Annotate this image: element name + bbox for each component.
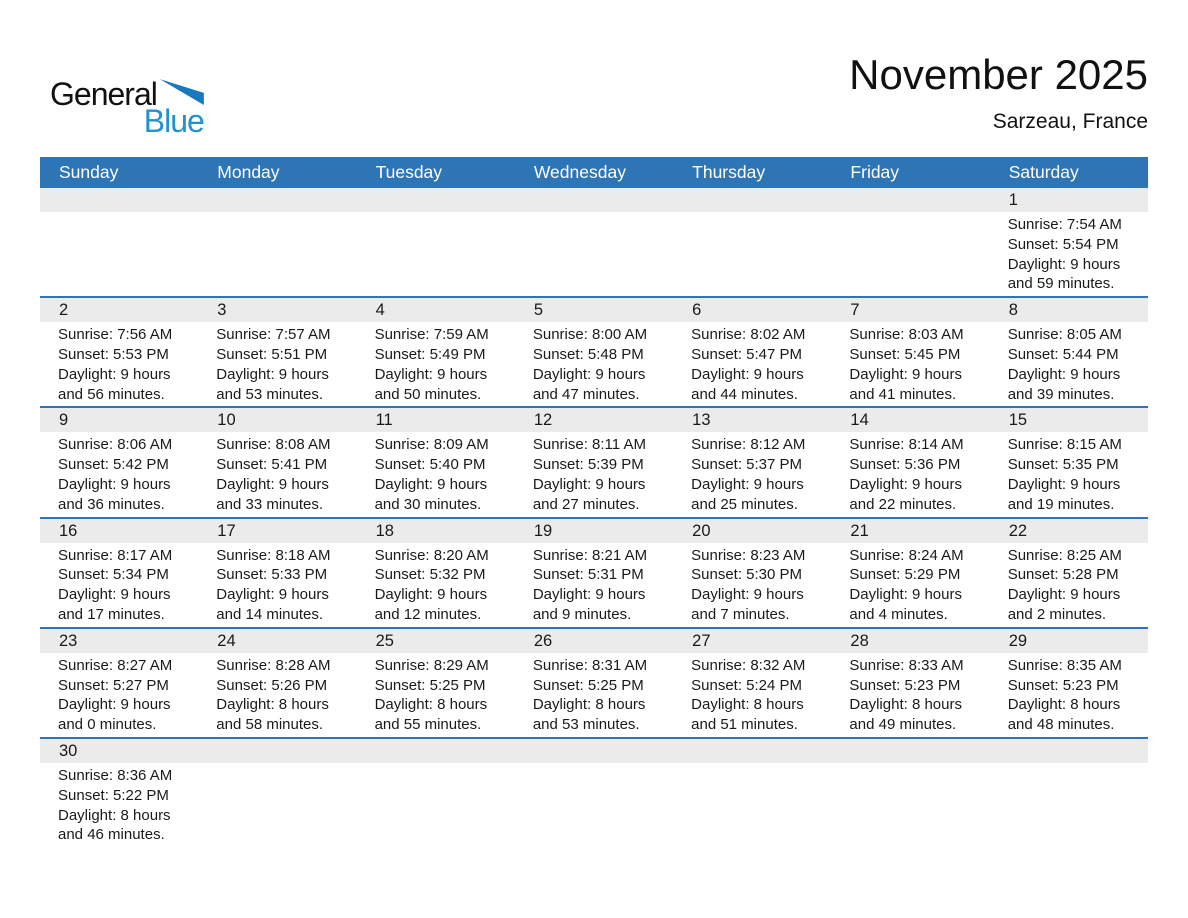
detail-line: Sunrise: 8:00 AM (532, 326, 648, 344)
day-number: 4 (375, 301, 385, 320)
day-number: 25 (375, 631, 394, 650)
detail-line: Sunset: 5:25 PM (374, 676, 486, 694)
detail-line: and 55 minutes. (374, 716, 482, 734)
detail-line: Daylight: 8 hours (849, 696, 962, 714)
detail-line: and 51 minutes. (691, 716, 798, 734)
week-row (40, 188, 1148, 296)
day-number (357, 750, 515, 751)
weekday-label: Thursday (692, 162, 766, 182)
detail-line: Daylight: 8 hours (374, 696, 488, 714)
detail-line: Sunrise: 8:05 AM (1007, 326, 1122, 344)
detail-line: Daylight: 9 hours (58, 586, 171, 604)
detail-line: Daylight: 9 hours (374, 586, 488, 604)
detail-line: Sunrise: 8:03 AM (849, 326, 964, 344)
day-details (198, 212, 356, 296)
day-number-band (40, 298, 1148, 322)
day-details (40, 543, 198, 627)
day-details (198, 432, 356, 516)
detail-line: Sunrise: 7:56 AM (58, 326, 173, 344)
day-number (357, 200, 515, 201)
detail-line: and 7 minutes. (691, 605, 790, 623)
day-details (198, 322, 356, 406)
day-details (831, 543, 989, 627)
day-details (198, 653, 356, 737)
day-details (40, 212, 198, 296)
day-details (673, 322, 831, 406)
day-details (357, 653, 515, 737)
detail-line: Sunset: 5:41 PM (216, 456, 328, 474)
detail-line: Sunset: 5:39 PM (532, 456, 644, 474)
detail-line: and 12 minutes. (374, 605, 482, 623)
day-number (515, 200, 673, 201)
day-details (673, 432, 831, 516)
detail-line: and 46 minutes. (58, 826, 165, 844)
day-details (515, 543, 673, 627)
detail-line: Sunrise: 7:57 AM (216, 326, 331, 344)
day-number: 1 (1008, 191, 1018, 209)
day-details (831, 322, 989, 406)
detail-line: Daylight: 9 hours (58, 365, 171, 383)
day-details (673, 543, 831, 627)
detail-line: and 19 minutes. (1007, 495, 1115, 513)
detail-line: Sunset: 5:24 PM (691, 676, 803, 694)
detail-line: Sunrise: 8:12 AM (691, 436, 806, 454)
detail-line: and 9 minutes. (532, 605, 632, 623)
day-number: 3 (217, 301, 227, 320)
day-number (831, 750, 989, 751)
detail-line: Sunrise: 8:21 AM (532, 546, 648, 564)
detail-line: Sunrise: 8:29 AM (374, 656, 489, 674)
logo-text-blue: Blue (143, 103, 204, 139)
detail-line: and 58 minutes. (216, 716, 324, 734)
detail-line: and 53 minutes. (532, 716, 640, 734)
day-number: 5 (533, 301, 544, 320)
detail-line: Sunset: 5:25 PM (532, 676, 644, 694)
detail-line: Sunrise: 8:08 AM (216, 436, 331, 454)
detail-line: Sunset: 5:22 PM (58, 786, 169, 804)
detail-line: Daylight: 8 hours (216, 696, 329, 714)
detail-line: Sunset: 5:28 PM (1007, 566, 1119, 584)
detail-line: Sunrise: 8:25 AM (1007, 546, 1122, 564)
day-details (831, 212, 989, 296)
day-details-row (40, 212, 1148, 296)
detail-line: Sunset: 5:48 PM (532, 345, 644, 363)
day-number: 13 (692, 411, 711, 430)
detail-line: Sunset: 5:35 PM (1007, 456, 1119, 474)
detail-line: Sunrise: 8:17 AM (58, 546, 173, 564)
detail-line: and 2 minutes. (1007, 605, 1107, 623)
logo (50, 78, 204, 137)
detail-line: and 48 minutes. (1007, 716, 1115, 734)
day-number (40, 200, 198, 201)
detail-line: Daylight: 9 hours (1007, 475, 1121, 493)
detail-line: Sunrise: 8:28 AM (216, 656, 331, 674)
detail-line: and 25 minutes. (691, 495, 798, 513)
week-row (40, 737, 1148, 847)
day-number: 6 (692, 301, 702, 320)
detail-line: Daylight: 9 hours (532, 586, 646, 604)
week-row (40, 627, 1148, 737)
detail-line: and 0 minutes. (58, 716, 157, 734)
day-number (831, 200, 989, 201)
day-number: 23 (59, 631, 78, 650)
day-details (515, 432, 673, 516)
detail-line: Daylight: 9 hours (849, 365, 962, 383)
detail-line: Sunset: 5:26 PM (216, 676, 328, 694)
detail-line: and 47 minutes. (532, 385, 640, 403)
day-details (198, 543, 356, 627)
day-number-band (40, 188, 1148, 212)
detail-line: Sunset: 5:27 PM (58, 676, 169, 694)
day-details (515, 212, 673, 296)
day-number: 7 (850, 301, 860, 320)
page-subtitle: Sarzeau, France (992, 110, 1148, 134)
detail-line: Daylight: 9 hours (1007, 586, 1121, 604)
weekday-label: Saturday (1008, 162, 1079, 182)
day-details (831, 763, 989, 847)
page-title: November 2025 (849, 51, 1148, 98)
detail-line: Sunrise: 8:33 AM (849, 656, 964, 674)
detail-line: Daylight: 9 hours (216, 586, 329, 604)
detail-line: Daylight: 9 hours (849, 475, 962, 493)
day-details (990, 543, 1148, 627)
detail-line: and 14 minutes. (216, 605, 324, 623)
detail-line: Sunrise: 8:06 AM (58, 436, 173, 454)
detail-line: Daylight: 9 hours (374, 475, 488, 493)
detail-line: Sunset: 5:32 PM (374, 566, 486, 584)
weeks-container (40, 188, 1148, 847)
weekday-header-row (40, 157, 1148, 188)
detail-line: Sunrise: 8:35 AM (1007, 656, 1122, 674)
day-number: 27 (692, 631, 711, 650)
day-number: 11 (375, 411, 393, 430)
detail-line: Sunrise: 8:09 AM (374, 436, 489, 454)
detail-line: Sunrise: 8:11 AM (532, 436, 646, 454)
detail-line: and 33 minutes. (216, 495, 324, 513)
detail-line: Daylight: 9 hours (58, 696, 171, 714)
day-details (40, 653, 198, 737)
detail-line: and 22 minutes. (849, 495, 957, 513)
day-details (515, 322, 673, 406)
detail-line: Sunset: 5:31 PM (532, 566, 644, 584)
day-details (673, 212, 831, 296)
day-details (40, 432, 198, 516)
day-number: 12 (533, 411, 553, 430)
detail-line: Sunrise: 8:02 AM (691, 326, 806, 344)
detail-line: Sunrise: 8:31 AM (532, 656, 648, 674)
detail-line: Sunrise: 8:14 AM (849, 436, 964, 454)
day-number (990, 750, 1148, 751)
day-number: 28 (850, 631, 869, 650)
detail-line: Sunset: 5:37 PM (691, 456, 803, 474)
day-number (198, 750, 356, 751)
day-details (990, 653, 1148, 737)
detail-line: Daylight: 8 hours (691, 696, 804, 714)
day-number (673, 750, 831, 751)
week-row (40, 406, 1148, 516)
detail-line: Sunset: 5:49 PM (374, 345, 486, 363)
detail-line: Daylight: 9 hours (374, 365, 488, 383)
detail-line: Sunset: 5:45 PM (849, 345, 961, 363)
detail-line: Sunset: 5:29 PM (849, 566, 961, 584)
detail-line: Daylight: 9 hours (216, 475, 329, 493)
logo-text-general: General (50, 76, 157, 112)
detail-line: and 39 minutes. (1007, 385, 1115, 403)
detail-line: Sunset: 5:33 PM (216, 566, 328, 584)
detail-line: and 49 minutes. (849, 716, 957, 734)
day-number: 20 (692, 521, 711, 540)
day-details (515, 653, 673, 737)
day-number: 30 (59, 741, 78, 760)
calendar (40, 157, 1148, 847)
detail-line: Daylight: 9 hours (691, 365, 804, 383)
detail-line: Daylight: 9 hours (849, 586, 962, 604)
day-number: 16 (59, 521, 78, 540)
detail-line: Sunrise: 8:27 AM (58, 656, 173, 674)
detail-line: Sunset: 5:42 PM (58, 456, 169, 474)
day-number: 9 (59, 411, 69, 430)
day-details (673, 653, 831, 737)
detail-line: Sunset: 5:54 PM (1007, 235, 1119, 253)
day-number: 22 (1008, 521, 1028, 540)
day-number: 19 (533, 521, 553, 540)
detail-line: and 36 minutes. (58, 495, 165, 513)
day-details (990, 763, 1148, 847)
detail-line: and 44 minutes. (691, 385, 798, 403)
logo-triangle-icon (160, 78, 204, 105)
detail-line: Sunrise: 8:32 AM (691, 656, 806, 674)
detail-line: Daylight: 8 hours (58, 806, 171, 824)
weekday-label: Friday (850, 162, 900, 182)
detail-line: Daylight: 9 hours (1007, 365, 1121, 383)
day-number (198, 200, 356, 201)
day-details (357, 763, 515, 847)
day-number: 21 (850, 521, 869, 540)
day-number: 10 (217, 411, 236, 430)
day-number: 17 (217, 521, 236, 540)
day-details (198, 763, 356, 847)
day-number-band (40, 629, 1148, 653)
day-details-row (40, 432, 1148, 516)
detail-line: and 53 minutes. (216, 385, 324, 403)
detail-line: and 4 minutes. (849, 605, 948, 623)
weekday-label: Wednesday (533, 162, 626, 182)
detail-line: Daylight: 8 hours (1007, 696, 1121, 714)
detail-line: Sunset: 5:23 PM (849, 676, 961, 694)
day-number (515, 750, 673, 751)
day-number: 14 (850, 411, 869, 430)
day-details (831, 432, 989, 516)
detail-line: Daylight: 9 hours (58, 475, 171, 493)
detail-line: Sunrise: 8:36 AM (58, 766, 173, 784)
day-details (357, 543, 515, 627)
detail-line: Sunset: 5:40 PM (374, 456, 486, 474)
detail-line: Daylight: 8 hours (532, 696, 646, 714)
detail-line: Sunset: 5:34 PM (58, 566, 169, 584)
day-details (40, 322, 198, 406)
detail-line: Sunrise: 7:54 AM (1007, 216, 1122, 233)
weekday-label: Sunday (59, 162, 119, 182)
day-details (831, 653, 989, 737)
day-number: 2 (59, 301, 69, 320)
day-number: 24 (217, 631, 236, 650)
detail-line: Sunset: 5:44 PM (1007, 345, 1119, 363)
day-details (357, 322, 515, 406)
day-details (990, 432, 1148, 516)
detail-line: Sunset: 5:53 PM (58, 345, 169, 363)
day-details (40, 763, 198, 847)
detail-line: Sunset: 5:47 PM (691, 345, 803, 363)
week-row (40, 517, 1148, 627)
detail-line: and 27 minutes. (532, 495, 640, 513)
detail-line: Daylight: 9 hours (691, 475, 804, 493)
day-number-band (40, 739, 1148, 763)
weekday-label: Tuesday (375, 162, 443, 182)
detail-line: and 56 minutes. (58, 385, 165, 403)
detail-line: and 41 minutes. (849, 385, 957, 403)
detail-line: Sunrise: 7:59 AM (374, 326, 489, 344)
day-details (515, 763, 673, 847)
detail-line: and 59 minutes. (1007, 275, 1115, 293)
title-block (849, 52, 1148, 134)
detail-line: Sunrise: 8:23 AM (691, 546, 806, 564)
day-number: 26 (533, 631, 553, 650)
detail-line: Daylight: 9 hours (532, 475, 646, 493)
detail-line: Sunrise: 8:15 AM (1007, 436, 1122, 454)
day-details (357, 432, 515, 516)
detail-line: and 17 minutes. (58, 605, 165, 623)
detail-line: Sunset: 5:36 PM (849, 456, 961, 474)
day-details (990, 212, 1148, 296)
day-number-band (40, 519, 1148, 543)
day-number: 18 (375, 521, 394, 540)
day-details (990, 322, 1148, 406)
day-number: 8 (1008, 301, 1018, 320)
week-row (40, 296, 1148, 406)
detail-line: Sunset: 5:23 PM (1007, 676, 1119, 694)
day-number (673, 200, 831, 201)
day-number: 29 (1008, 631, 1028, 650)
day-details-row (40, 763, 1148, 847)
day-details-row (40, 543, 1148, 627)
detail-line: Daylight: 9 hours (216, 365, 329, 383)
detail-line: Sunset: 5:51 PM (216, 345, 328, 363)
detail-line: Sunrise: 8:24 AM (849, 546, 964, 564)
detail-line: and 30 minutes. (374, 495, 482, 513)
day-details-row (40, 653, 1148, 737)
detail-line: Daylight: 9 hours (532, 365, 646, 383)
detail-line: Sunset: 5:30 PM (691, 566, 803, 584)
day-details (357, 212, 515, 296)
detail-line: Sunrise: 8:20 AM (374, 546, 489, 564)
weekday-label: Monday (217, 162, 280, 182)
detail-line: Daylight: 9 hours (691, 586, 804, 604)
day-details-row (40, 322, 1148, 406)
day-number-band (40, 408, 1148, 432)
detail-line: and 50 minutes. (374, 385, 482, 403)
day-details (673, 763, 831, 847)
day-number: 15 (1008, 411, 1028, 430)
detail-line: Sunrise: 8:18 AM (216, 546, 331, 564)
detail-line: Daylight: 9 hours (1007, 255, 1121, 273)
